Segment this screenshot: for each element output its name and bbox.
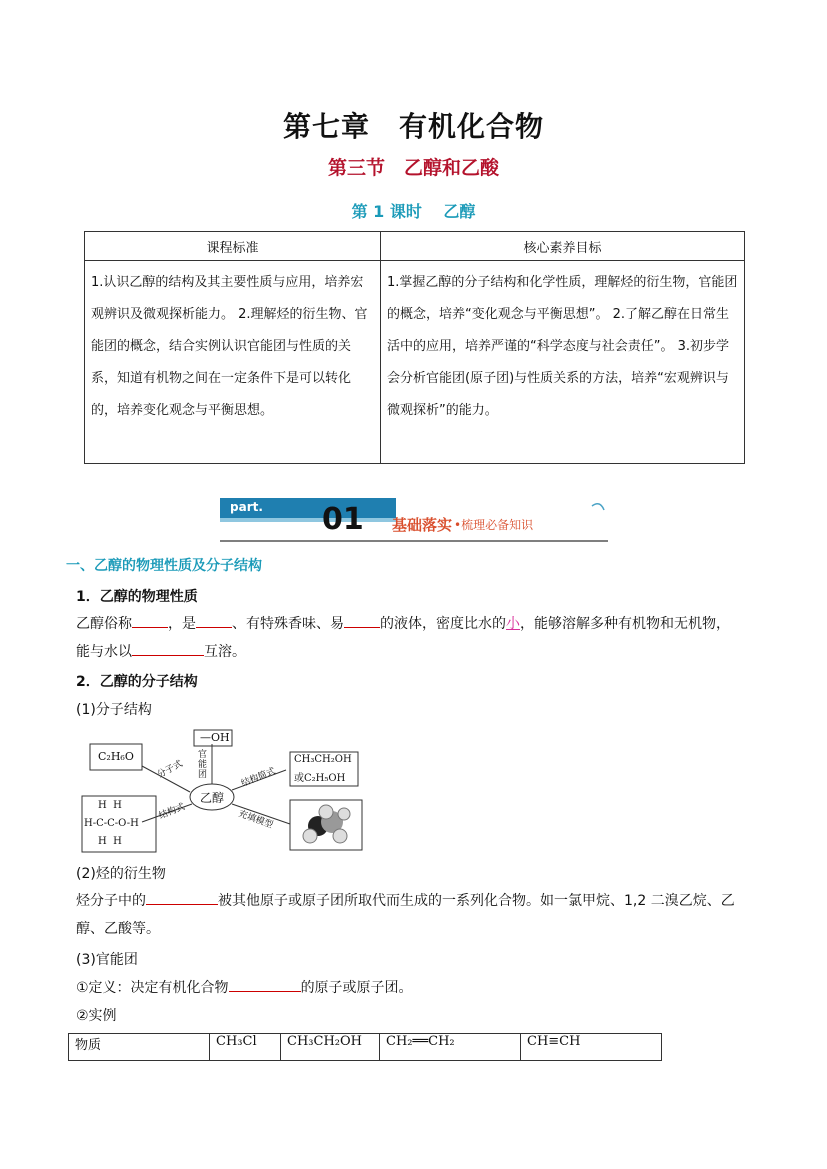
item-derivatives: (2)烃的衍生物	[76, 866, 166, 882]
chapter-title: 第七章 有机化合物	[282, 110, 544, 143]
part-banner	[220, 496, 608, 544]
item-molecular-structure: (1)分子结构	[76, 702, 152, 718]
standards-table	[84, 231, 745, 464]
part-label: part.	[230, 500, 263, 514]
standards-header: 课程标准	[85, 232, 381, 261]
example-label: ②实例	[76, 1008, 117, 1024]
label-simple-formula: 结构简式	[240, 766, 278, 790]
section-title: 第三节 乙醇和乙酸	[327, 157, 499, 179]
item-functional-group: (3)官能团	[76, 952, 138, 968]
label-structural: 结构式	[157, 802, 187, 822]
diagram-formula: C₂H₆O	[98, 750, 134, 763]
ethanol-structure-diagram	[80, 726, 370, 854]
part-number: 01	[322, 502, 364, 537]
section-heading: 一、乙醇的物理性质及分子结构	[66, 558, 262, 574]
struct-row-3: H H	[98, 836, 122, 847]
literacy-header: 核心素养目标	[381, 232, 745, 261]
subheading-structure: 2．乙醇的分子结构	[76, 674, 198, 690]
banner-sub-text: •梳理必备知识	[454, 518, 534, 532]
banner-main-text: 基础落实	[392, 516, 453, 534]
label-molecular: 分子式	[155, 759, 185, 781]
answer-small: 小	[506, 616, 520, 632]
standards-cell: 1.认识乙醇的结构及其主要性质与应用，培养宏观辨识及微观探析能力。 2.理解烃的衍生物、官能团的概念，结合实例认识官能团与性质的关系，知道有机物之间在一定条件下是可以转化的，培养变化观念与平衡思想。	[85, 261, 381, 464]
subheading-physical: 1．乙醇的物理性质	[76, 589, 198, 605]
literacy-cell: 1.掌握乙醇的分子结构和化学性质，理解烃的衍生物，官能团的概念，培养“变化观念与平衡思想”。 2.了解乙醇在日常生活中的应用，培养严谨的“科学态度与社会责任”。 3.初步学会分析官能团(原子团)与性质关系的方法，培养“宏观辨识与微观探析”的能力。	[381, 261, 745, 464]
functional-group-table	[68, 1033, 662, 1061]
fg-cell-ethene: CH₂══CH₂	[380, 1034, 521, 1061]
lesson-title: 第 1 课时 乙醇	[351, 202, 476, 221]
diagram-center: 乙醇	[200, 791, 225, 805]
fg-cell-ethyne: CH≡CH	[521, 1034, 662, 1061]
definition-paragraph: ①定义：决定有机化合物 的原子或原子团。	[76, 974, 756, 1002]
diagram-simple-formula-1: CH₃CH₂OH	[294, 754, 352, 765]
derivatives-paragraph: 烃分子中的 被其他原子或原子团所取代而生成的一系列化合物。如一氯甲烷、1,2 二溴乙烷、乙 醇、乙酸等。	[76, 887, 756, 943]
struct-row-1: H H	[98, 800, 122, 811]
label-functional-group: 官能团	[198, 750, 208, 780]
struct-row-2: H-C-C-O-H	[84, 818, 139, 829]
fg-cell-ethanol: CH₃CH₂OH	[281, 1034, 380, 1061]
diagram-functional-group: —OH	[200, 731, 230, 744]
fg-cell-ch3cl: CH₃Cl	[210, 1034, 281, 1061]
diagram-simple-formula-2: 或C₂H₅OH	[294, 773, 346, 784]
fg-cell-substance: 物质	[69, 1034, 210, 1061]
physical-paragraph: 乙醇俗称 ，是 、有特殊香味、易 的液体，密度比水的小，能够溶解多种有机物和无机物， 能与水以 互溶。	[76, 610, 756, 666]
label-model: 充填模型	[236, 809, 275, 831]
